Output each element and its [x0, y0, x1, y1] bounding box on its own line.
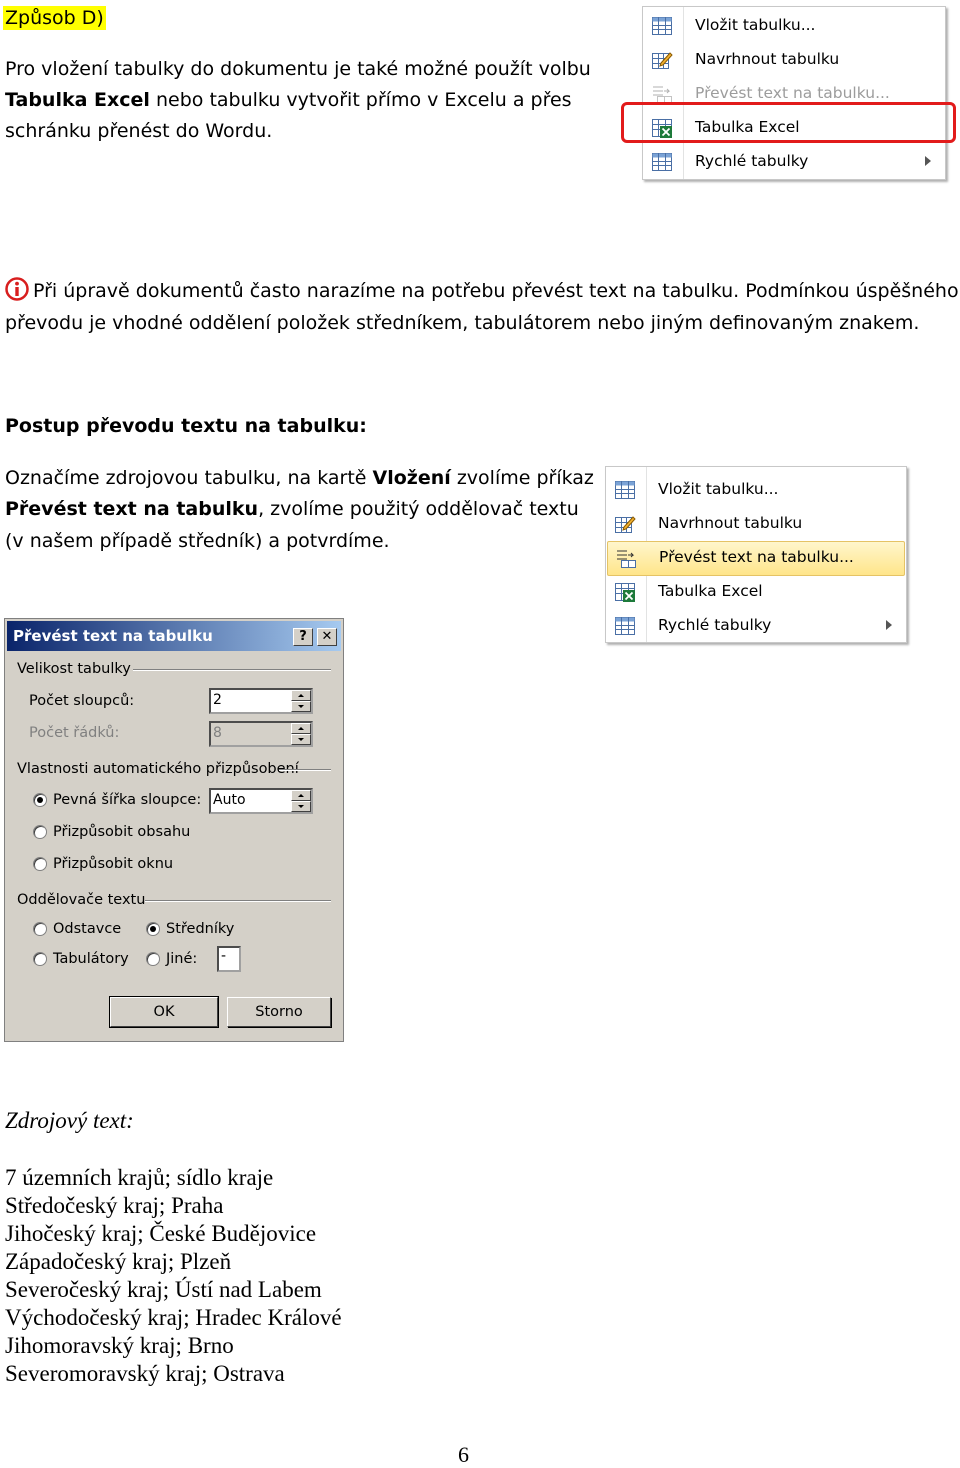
group-autofit: Vlastnosti automatického přizpůsobení: [17, 761, 299, 777]
convert-text-dialog: [4, 618, 344, 1042]
rows-value: 8: [213, 725, 222, 741]
dialog-title: Převést text na tabulku: [13, 627, 213, 645]
menu-item-quick-tables[interactable]: [643, 145, 945, 178]
fit-window-label: Přizpůsobit oknu: [53, 856, 174, 872]
columns-stepper[interactable]: [209, 688, 313, 714]
intro-line-3: schránku přenést do Wordu.: [5, 120, 273, 142]
spin-up-icon[interactable]: [291, 690, 311, 701]
cancel-button[interactable]: Storno: [227, 997, 331, 1027]
radio-tabs[interactable]: [33, 952, 47, 966]
menu-item-insert-table[interactable]: [606, 473, 906, 506]
quick-tables-icon: [614, 615, 636, 637]
procedure-line-2: [5, 494, 579, 525]
source-line: Severočeský kraj; Ústí nad Labem: [5, 1277, 322, 1302]
source-lines: [5, 1164, 342, 1388]
radio-other[interactable]: [146, 952, 160, 966]
menu-item-excel-table[interactable]: [606, 575, 906, 608]
group-divider: [279, 769, 331, 771]
menu-item-label: Navrhnout tabulku: [658, 514, 803, 532]
fit-contents-label: Přizpůsobit obsahu: [53, 824, 191, 840]
source-line: Severomoravský kraj; Ostrava: [5, 1361, 285, 1386]
intro-bold-excel-table: Tabulka Excel: [5, 89, 150, 111]
rows-stepper[interactable]: [209, 721, 313, 747]
group-table-size: Velikost tabulky: [17, 661, 131, 677]
source-line: Západočeský kraj; Plzeň: [5, 1249, 232, 1274]
menu-item-draw-table[interactable]: [606, 507, 906, 540]
intro-line-2-rest: nebo tabulku vytvořit přímo v Excelu a přes: [149, 89, 572, 111]
section-heading: Způsob D): [5, 7, 104, 29]
group-divider: [145, 900, 331, 902]
menu-item-label: Vložit tabulku...: [695, 16, 816, 34]
menu-item-convert-text[interactable]: [607, 541, 905, 576]
other-separator-input[interactable]: -: [217, 946, 241, 972]
tabs-label: Tabulátory: [53, 951, 129, 967]
procedure-line-2-post: , zvolíme použitý oddělovač textu: [258, 498, 579, 520]
ok-button[interactable]: OK: [110, 997, 218, 1027]
intro-line-1: Pro vložení tabulky do dokumentu je také možné použít volbu: [5, 58, 591, 80]
source-line: 7 územních krajů; sídlo kraje: [5, 1165, 274, 1190]
menu-item-label: Tabulka Excel: [695, 118, 800, 136]
spin-up-icon[interactable]: [291, 723, 311, 734]
procedure-line-1-pre: Označíme zdrojovou tabulku, na kartě: [5, 467, 373, 489]
procedure-bold-convert-command: Převést text na tabulku: [5, 498, 259, 520]
dialog-titlebar: [7, 621, 341, 651]
radio-fixed-width[interactable]: [33, 793, 47, 807]
procedure-line-3: (v našem případě středník) a potvrdíme.: [5, 530, 390, 552]
table-menu-convert: [605, 466, 907, 643]
note-line-1: [5, 276, 959, 307]
note-line-2: převodu je vhodné oddělení položek středníkem, tabulátorem nebo jiným definovaným znakem.: [5, 312, 920, 334]
radio-semicolons[interactable]: [146, 922, 160, 936]
close-button[interactable]: ✕: [317, 628, 337, 646]
page-number: 6: [458, 1442, 469, 1467]
paragraphs-label: Odstavce: [53, 921, 122, 937]
procedure-line-1: [5, 463, 594, 494]
menu-item-quick-tables[interactable]: [606, 609, 906, 642]
quick-tables-icon: [651, 151, 673, 173]
submenu-arrow-icon: [886, 620, 892, 630]
menu-item-label: Tabulka Excel: [658, 582, 763, 600]
table-menu-excel: [642, 6, 946, 180]
rows-label: Počet řádků:: [29, 725, 120, 741]
semicolons-label: Středníky: [166, 921, 235, 937]
procedure-line-1-post: zvolíme příkaz: [450, 467, 594, 489]
help-button[interactable]: ?: [293, 628, 313, 646]
fixed-width-label: Pevná šířka sloupce:: [53, 792, 202, 808]
highlight-excel-table-frame: [621, 102, 956, 143]
procedure-title: Postup převodu textu na tabulku:: [5, 415, 367, 437]
source-line: Středočeský kraj; Praha: [5, 1193, 224, 1218]
radio-fit-window[interactable]: [33, 857, 47, 871]
menu-item-label: Převést text na tabulku...: [659, 548, 854, 566]
submenu-arrow-icon: [925, 156, 931, 166]
radio-fit-contents[interactable]: [33, 825, 47, 839]
info-icon: [5, 277, 29, 301]
table-icon: [651, 15, 673, 37]
source-title: Zdrojový text:: [5, 1108, 134, 1133]
menu-item-label: Převést text na tabulku...: [695, 84, 890, 102]
excel-table-icon: [614, 581, 636, 603]
spin-down-icon[interactable]: [291, 701, 311, 712]
menu-item-insert-table[interactable]: [643, 9, 945, 42]
menu-item-draw-table[interactable]: [643, 43, 945, 76]
menu-item-label: Rychlé tabulky: [658, 616, 772, 634]
menu-item-label: Vložit tabulku...: [658, 480, 779, 498]
procedure-bold-insert-tab: Vložení: [372, 467, 451, 489]
columns-label: Počet sloupců:: [29, 693, 135, 709]
convert-text-icon: [615, 547, 637, 569]
intro-line-2: [5, 85, 572, 116]
spin-down-icon[interactable]: [291, 801, 311, 812]
menu-item-label: Rychlé tabulky: [695, 152, 809, 170]
note-text-1: Při úpravě dokumentů často narazíme na potřebu převést text na tabulku. Podmínkou úspěšného: [33, 280, 959, 302]
source-line: Jihomoravský kraj; Brno: [5, 1333, 234, 1358]
group-separators: Oddělovače textu: [17, 892, 146, 908]
draw-table-icon: [651, 49, 673, 71]
spin-up-icon[interactable]: [291, 790, 311, 801]
source-line: Východočeský kraj; Hradec Králové: [5, 1305, 342, 1330]
spin-down-icon[interactable]: [291, 734, 311, 745]
fixed-width-value: Auto: [213, 792, 246, 808]
columns-value: 2: [213, 692, 222, 708]
menu-item-label: Navrhnout tabulku: [695, 50, 840, 68]
table-icon: [614, 479, 636, 501]
draw-table-icon: [614, 513, 636, 535]
group-divider: [133, 669, 331, 671]
other-label: Jiné:: [166, 951, 198, 967]
radio-paragraphs[interactable]: [33, 922, 47, 936]
fixed-width-stepper[interactable]: [209, 788, 313, 814]
source-line: Jihočeský kraj; České Budějovice: [5, 1221, 317, 1246]
